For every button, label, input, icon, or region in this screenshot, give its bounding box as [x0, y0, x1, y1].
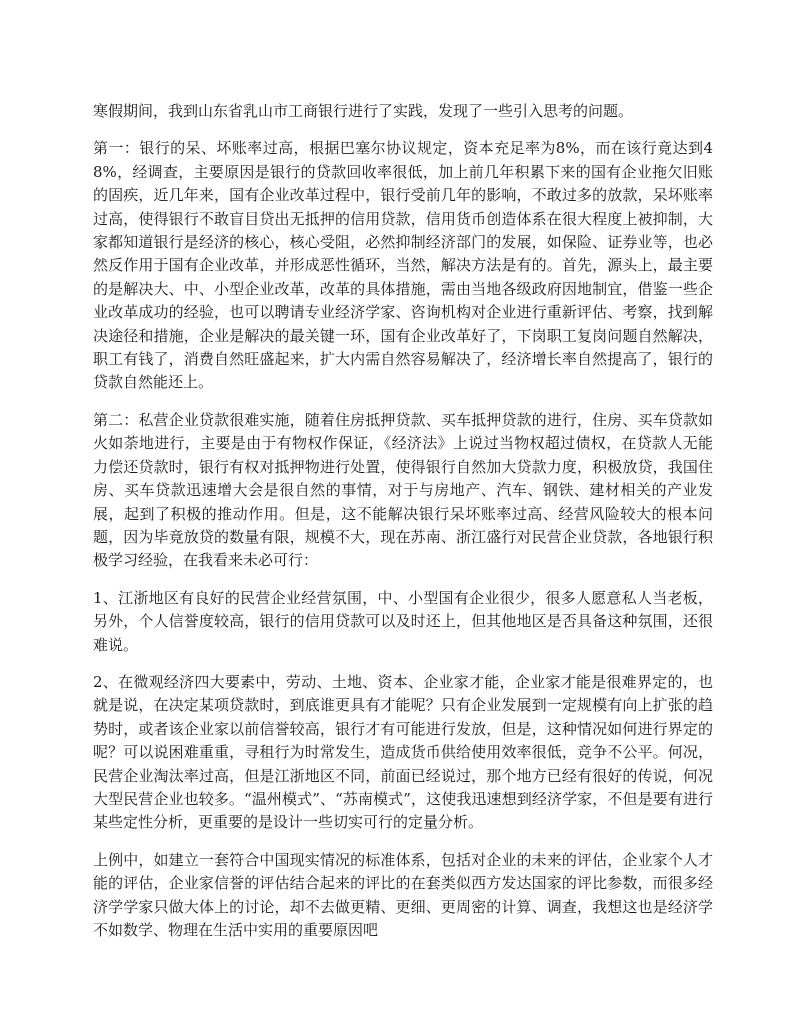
document-body [93, 100, 713, 956]
paragraph-item-1: 1、江浙地区有良好的民营企业经营氛围，中、小型国有企业很少，很多人愿意私人当老板，另外，个人信誉度较高，银行的信用贷款可以及时还上，但其他地区是否具备这种氛围，还很难说。 [93, 588, 713, 654]
paragraph-second-point: 第二：私营企业贷款很难实施，随着住房抵押贷款、买车抵押贷款的进行，住房、买车贷款如火如荼地进行，主要是由于有物权作保证，《经济法》上说过当物权超过债权，在贷款人无能力偿还贷款时，银行有权对抵押物进行处置，使得银行自然加大贷款力度，积极放贷，我国住房、买车贷款迅速增大会是很自然的事情，对于与房地产、汽车、钢铁、建材相关的产业发展，起到了积极的推动作用。但是，这不能解决银行呆坏账率过高、经营风险较大的根本问题，因为毕竟放贷的数量有限，规模不大，现在苏南、浙江盛行对民营企业贷款，各地银行积极学习经验，在我看来未必可行： [93, 410, 713, 570]
paragraph-item-2: 2、在微观经济四大要素中，劳动、土地、资本、企业家才能，企业家才能是很难界定的，也就是说，在决定某项贷款时，到底谁更具有才能呢？只有企业发展到一定规模有向上扩张的趋势时，或者该企业家以前信誉较高，银行才有可能进行发放，但是，这种情况如何进行界定的呢？可以说困难重重，寻租行为时常发生，造成货币供给使用效率很低，竞争不公平。何况，民营企业淘汰率过高，但是江浙地区不同，前面已经说过，那个地方已经有很好的传说，何况大型民营企业也较多。“温州模式”、“苏南模式”，这使我迅速想到经济学家，不但是要有进行某些定性分析，更重要的是设计一些切实可行的定量分析。 [93, 672, 713, 832]
paragraph-intro: 寒假期间，我到山东省乳山市工商银行进行了实践，发现了一些引入思考的问题。 [93, 102, 634, 120]
paragraph-conclusion: 上例中，如建立一套符合中国现实情况的标准体系，包括对企业的未来的评估，企业家个人才能的评估，企业家信誉的评估结合起来的评比的在套类似西方发达国家的评比参数，而很多经济学学家只做大体上的讨论，却不去做更精、更细、更周密的计算、调查，我想这也是经济学不如数学、物理在生活中实用的重要原因吧 [93, 850, 713, 939]
paragraph-first-point: 第一：银行的呆、坏账率过高，根据巴塞尔协议规定，资本充足率为8%，而在该行竟达到48%，经调查，主要原因是银行的贷款回收率很低，加上前几年积累下来的国有企业拖欠旧账的固疾，近几年来，国有企业改革过程中，银行受前几年的影响，不敢过多的放款，呆坏账率过高，使得银行不敢盲目贷出无抵押的信用贷款，信用货币创造体系在很大程度上被抑制，大家都知道银行是经济的核心，核心受阻，必然抑制经济部门的发展，如保险、证券业等，也必然反作用于国有企业改革，并形成恶性循环，当然，解决方法是有的。首先，源头上，最主要的是解决大、中、小型企业改革，改革的具体措施，需由当地各级政府因地制宜，借鉴一些企业改革成功的经验，也可以聘请专业经济学家、咨询机构对企业进行重新评估、考察，找到解决途径和措施，企业是解决的最关键一环，国有企业改革好了，下岗职工复岗问题自然解决，职工有钱了，消费自然旺盛起来，扩大内需自然容易解决了，经济增长率自然提高了，银行的贷款自然能还上。 [93, 139, 713, 392]
